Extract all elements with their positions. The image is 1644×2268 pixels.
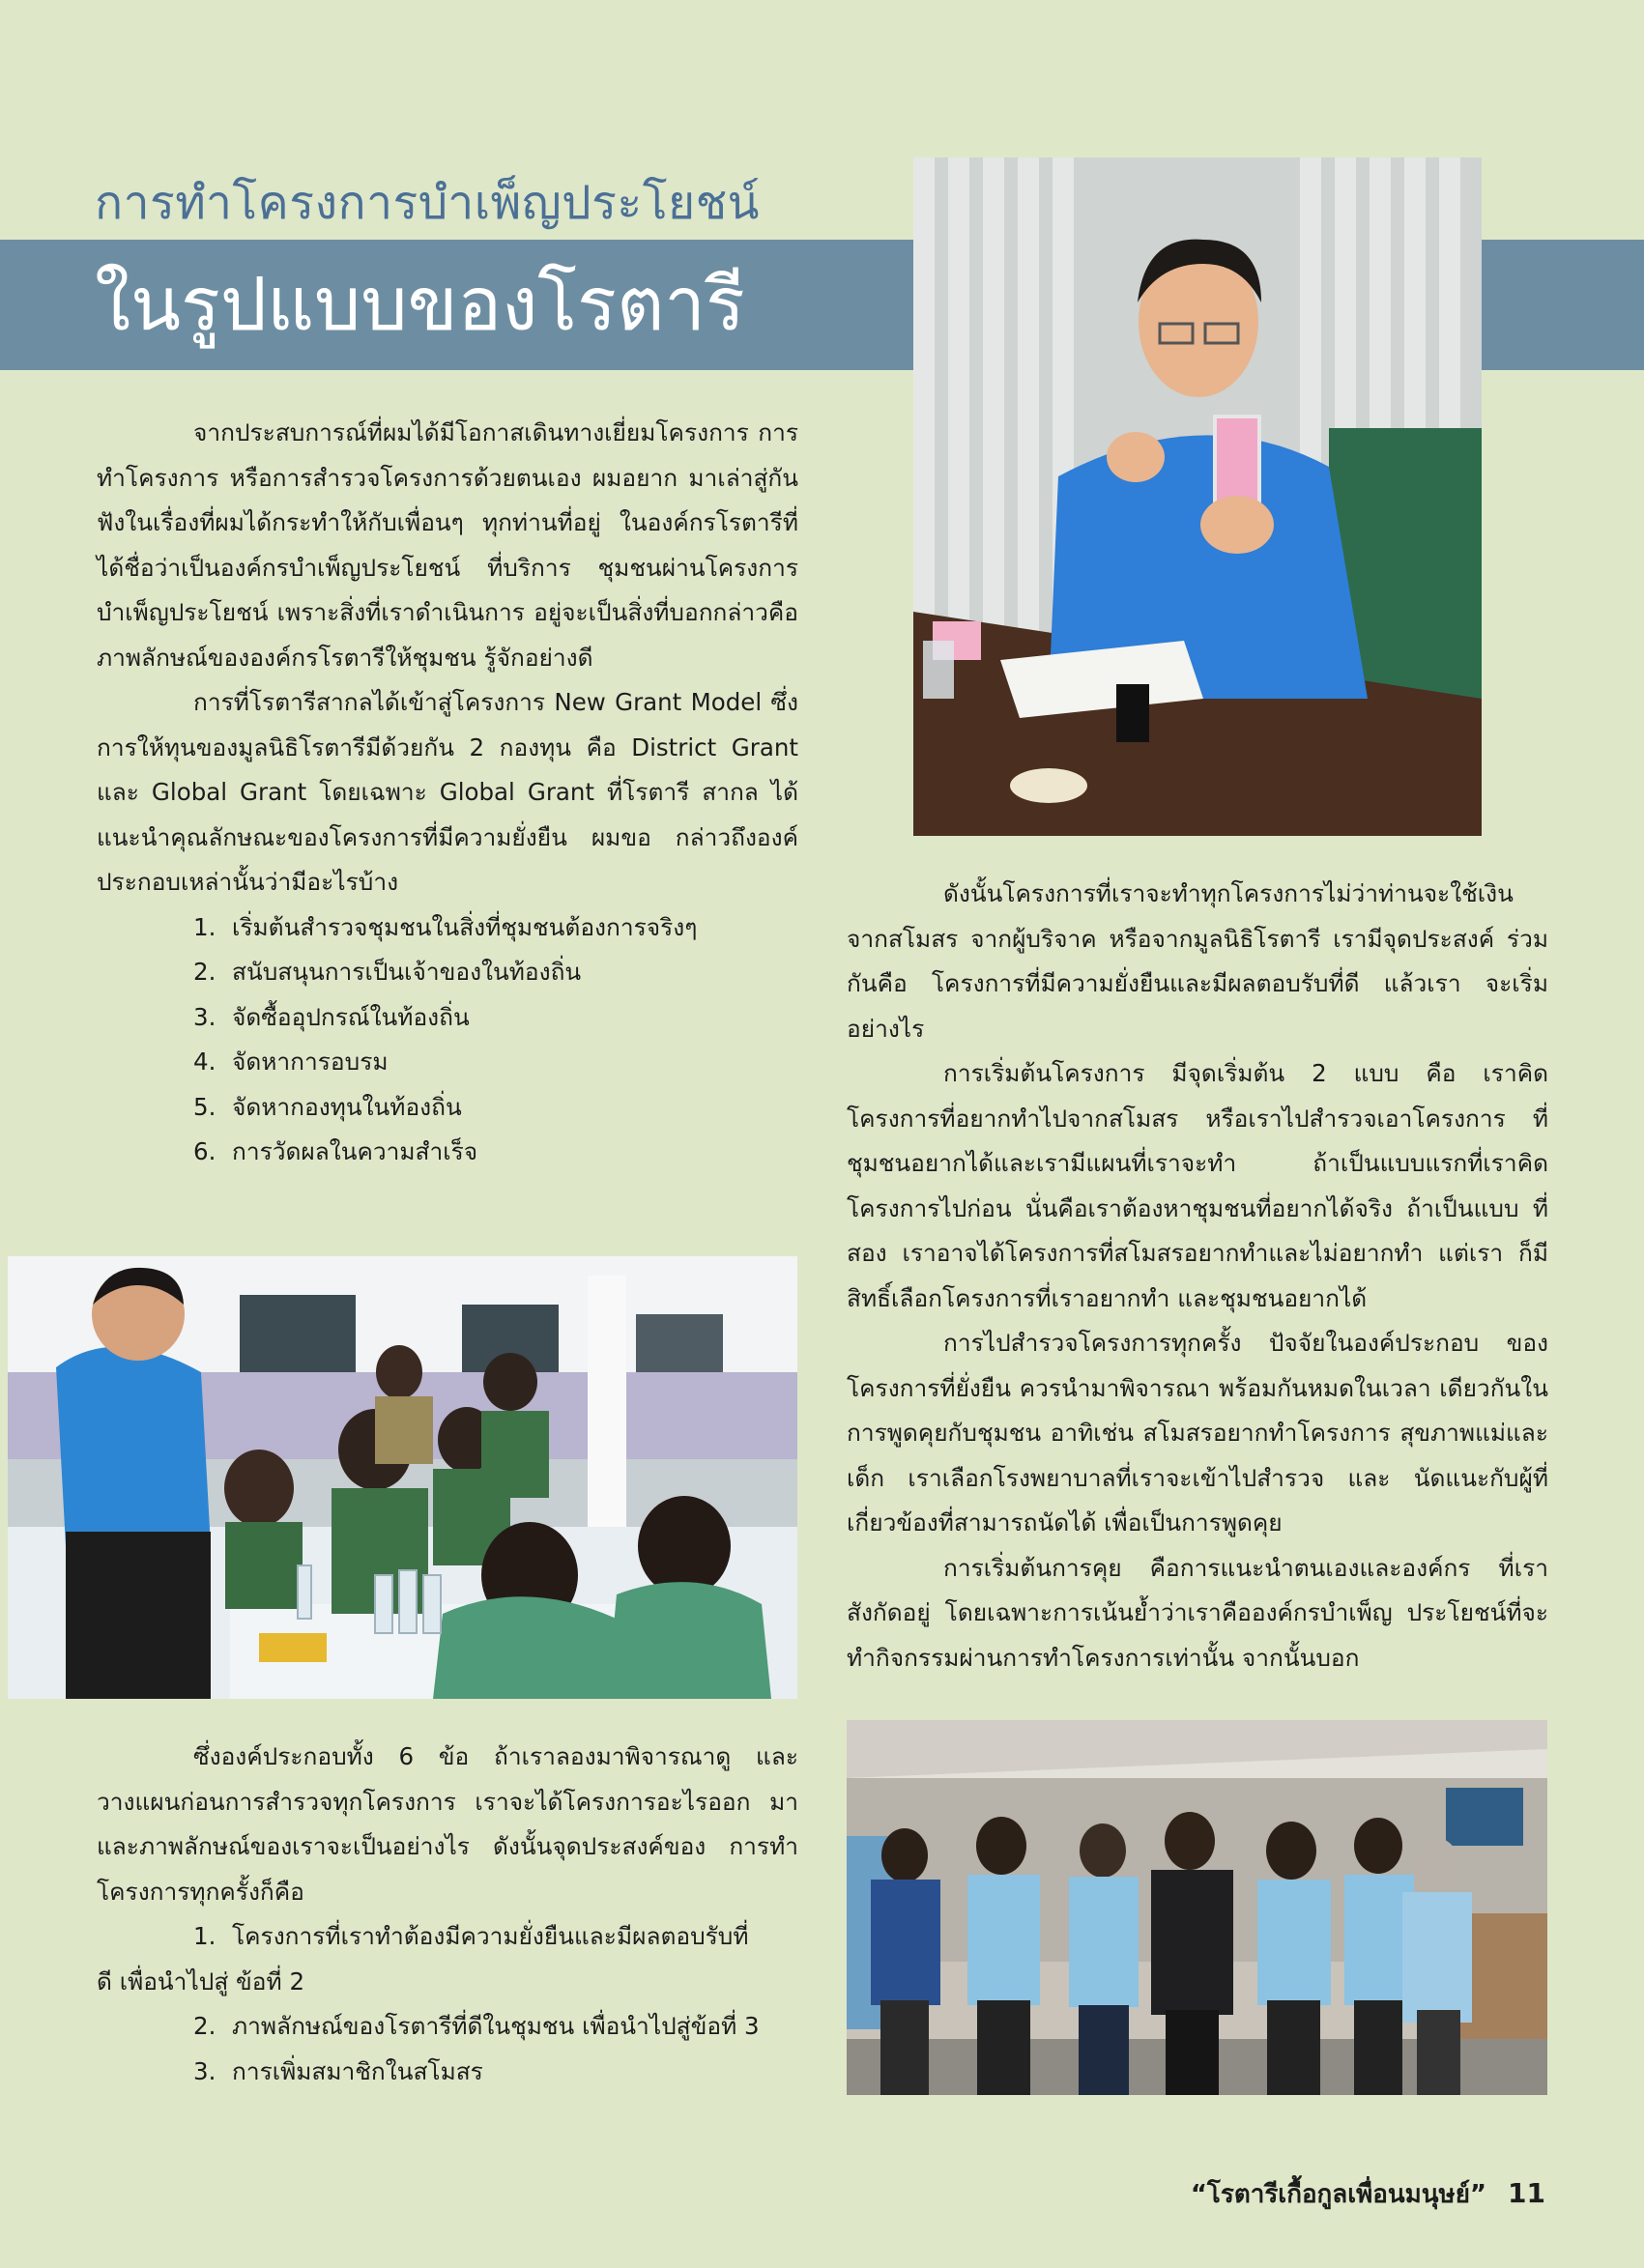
list-item: 6. การวัดผลในความสำเร็จ — [193, 1137, 478, 1165]
list-item: 2. สนับสนุนการเป็นเจ้าของในท้องถิ่น — [193, 958, 582, 986]
footer — [1191, 2174, 1545, 2214]
list-item-continuation: ดี เพื่อนำไปสู่ ข้อที่ 2 — [97, 1967, 305, 1995]
paragraph-starting-project: การเริ่มต้นโครงการ มีจุดเริ่มต้น 2 แบบ คือ เราคิด โครงการที่อยากทำไปจากสโมสร หรือเราไปสำรวจเอาโครงการ ที่ชุมชนอยากได้และเรามีแผนที่เราจะทำ ถ้าเป็นแบบแรกที่เราคิด โครงการไปก่อน นั่นคือเราต้องหาชุมชนที่อยากได้จริง ถ้าเป็นแบบ ที่สอง เราอาจได้โครงการที่สโมสรอยากทำและไม่อยากทำ แต่เรา ก็มีสิทธิ์เลือกโครงการที่เราอยากทำ และชุมชนอยากได้ — [847, 1059, 1548, 1312]
photo-speaker — [913, 158, 1482, 836]
page-title-line2: ในรูปแบบของโรตารี — [95, 261, 745, 347]
project-goals-list — [97, 1914, 798, 2094]
list-item: 1. โครงการที่เราทำต้องมีความยั่งยืนและมีผลตอบรับที่ — [193, 1922, 749, 1950]
sustainability-components-list — [97, 905, 798, 1175]
list-item: 2. ภาพลักษณ์ของโรตารีที่ดีในชุมชน เพื่อนำไปสู่ข้อที่ 3 — [193, 2012, 760, 2040]
list-item: 5. จัดหากองทุนในท้องถิ่น — [193, 1092, 462, 1121]
paragraph-intro: จากประสบการณ์ที่ผมได้มีโอกาสเดินทางเยี่ยมโครงการ การทำโครงการ หรือการสำรวจโครงการด้วยตนเอง ผมอยาก มาเล่าสู่กันฟังในเรื่องที่ผมได้กระทำให้กับเพื่อนๆ ทุกท่านที่อยู่ ในองค์กรโรตารีที่ได้ชื่อว่าเป็นองค์กรบำเพ็ญประโยชน์ ที่บริการ ชุมชนผ่านโครงการบำเพ็ญประโยชน์ เพราะสิ่งที่เราดำเนินการ อยู่จะเป็นสิ่งที่บอกกล่าวคือภาพลักษณ์ขององค์กรโรตารีให้ชุมชน รู้จักอย่างดี — [97, 418, 798, 672]
page-title-line1: การทำโครงการบำเพ็ญประโยชน์ — [95, 176, 760, 230]
list-item: 3. จัดซื้ออุปกรณ์ในท้องถิ่น — [193, 1002, 470, 1031]
photo-students — [8, 1256, 797, 1699]
footer-tagline: “โรตารีเกื้อกูลเพื่อนมนุษย์” — [1190, 2180, 1487, 2209]
list-item: 3. การเพิ่มสมาชิกในสโมสร — [193, 2056, 483, 2085]
paragraph-start-conversation: การเริ่มต้นการคุย คือการแนะนำตนเองและองค์กร ที่เราสังกัดอยู่ โดยเฉพาะการเน้นย้ำว่าเราคือองค์กรบำเพ็ญ ประโยชน์ที่จะทำกิจกรรมผ่านการทำโครงการเท่านั้น จากนั้นบอก — [847, 1553, 1548, 1672]
list-item: 4. จัดหาการอบรม — [193, 1048, 389, 1076]
list-item: 1. เริ่มต้นสำรวจชุมชนในสิ่งที่ชุมชนต้องการจริงๆ — [193, 912, 698, 941]
paragraph-shared-goal: ดังนั้นโครงการที่เราจะทำทุกโครงการไม่ว่าท่านจะใช้เงิน จากสโมสร จากผู้บริจาค หรือจากมูลนิธิโรตารี เรามีจุดประสงค์ ร่วมกันคือ โครงการที่มีความยั่งยืนและมีผลตอบรับที่ดี แล้วเรา จะเริ่มอย่างไร — [847, 879, 1548, 1043]
paragraph-survey: การไปสำรวจโครงการทุกครั้ง ปัจจัยในองค์ประกอบ ของโครงการที่ยั่งยืน ควรนำมาพิจารณา พร้อมกันหมดในเวลา เดียวกันในการพูดคุยกับชุมชน อาทิเช่น สโมสรอยากทำโครงการ สุขภาพแม่และเด็ก เราเลือกโรงพยาบาลที่เราจะเข้าไปสำรวจ และ นัดแนะกับผู้ที่เกี่ยวข้องที่สามารถนัดได้ เพื่อเป็นการพูดคุย — [847, 1329, 1548, 1536]
photo-group — [847, 1720, 1547, 2095]
page-number: 11 — [1508, 2177, 1545, 2209]
paragraph-new-grant-model: การที่โรตารีสากลได้เข้าสู่โครงการ New Grant Model ซึ่งการให้ทุนของมูลนิธิโรตารีมีด้วยกัน 2 กองทุน คือ District Grant และ Global Grant โดยเฉพาะ Global Grant ที่โรตารี สากล ได้แนะนำคุณลักษณะของโครงการที่มีความยั่งยืน ผมขอ กล่าวถึงองค์ประกอบเหล่านั้นว่ามีอะไรบ้าง — [97, 688, 798, 896]
paragraph-purpose: ซึ่งองค์ประกอบทั้ง 6 ข้อ ถ้าเราลองมาพิจารณาดู และ วางแผนก่อนการสำรวจทุกโครงการ เราจะได้โครงการอะไรออก มา และภาพลักษณ์ของเราจะเป็นอย่างไร ดังนั้นจุดประสงค์ของ การทำโครงการทุกครั้งก็คือ — [97, 1742, 798, 1906]
